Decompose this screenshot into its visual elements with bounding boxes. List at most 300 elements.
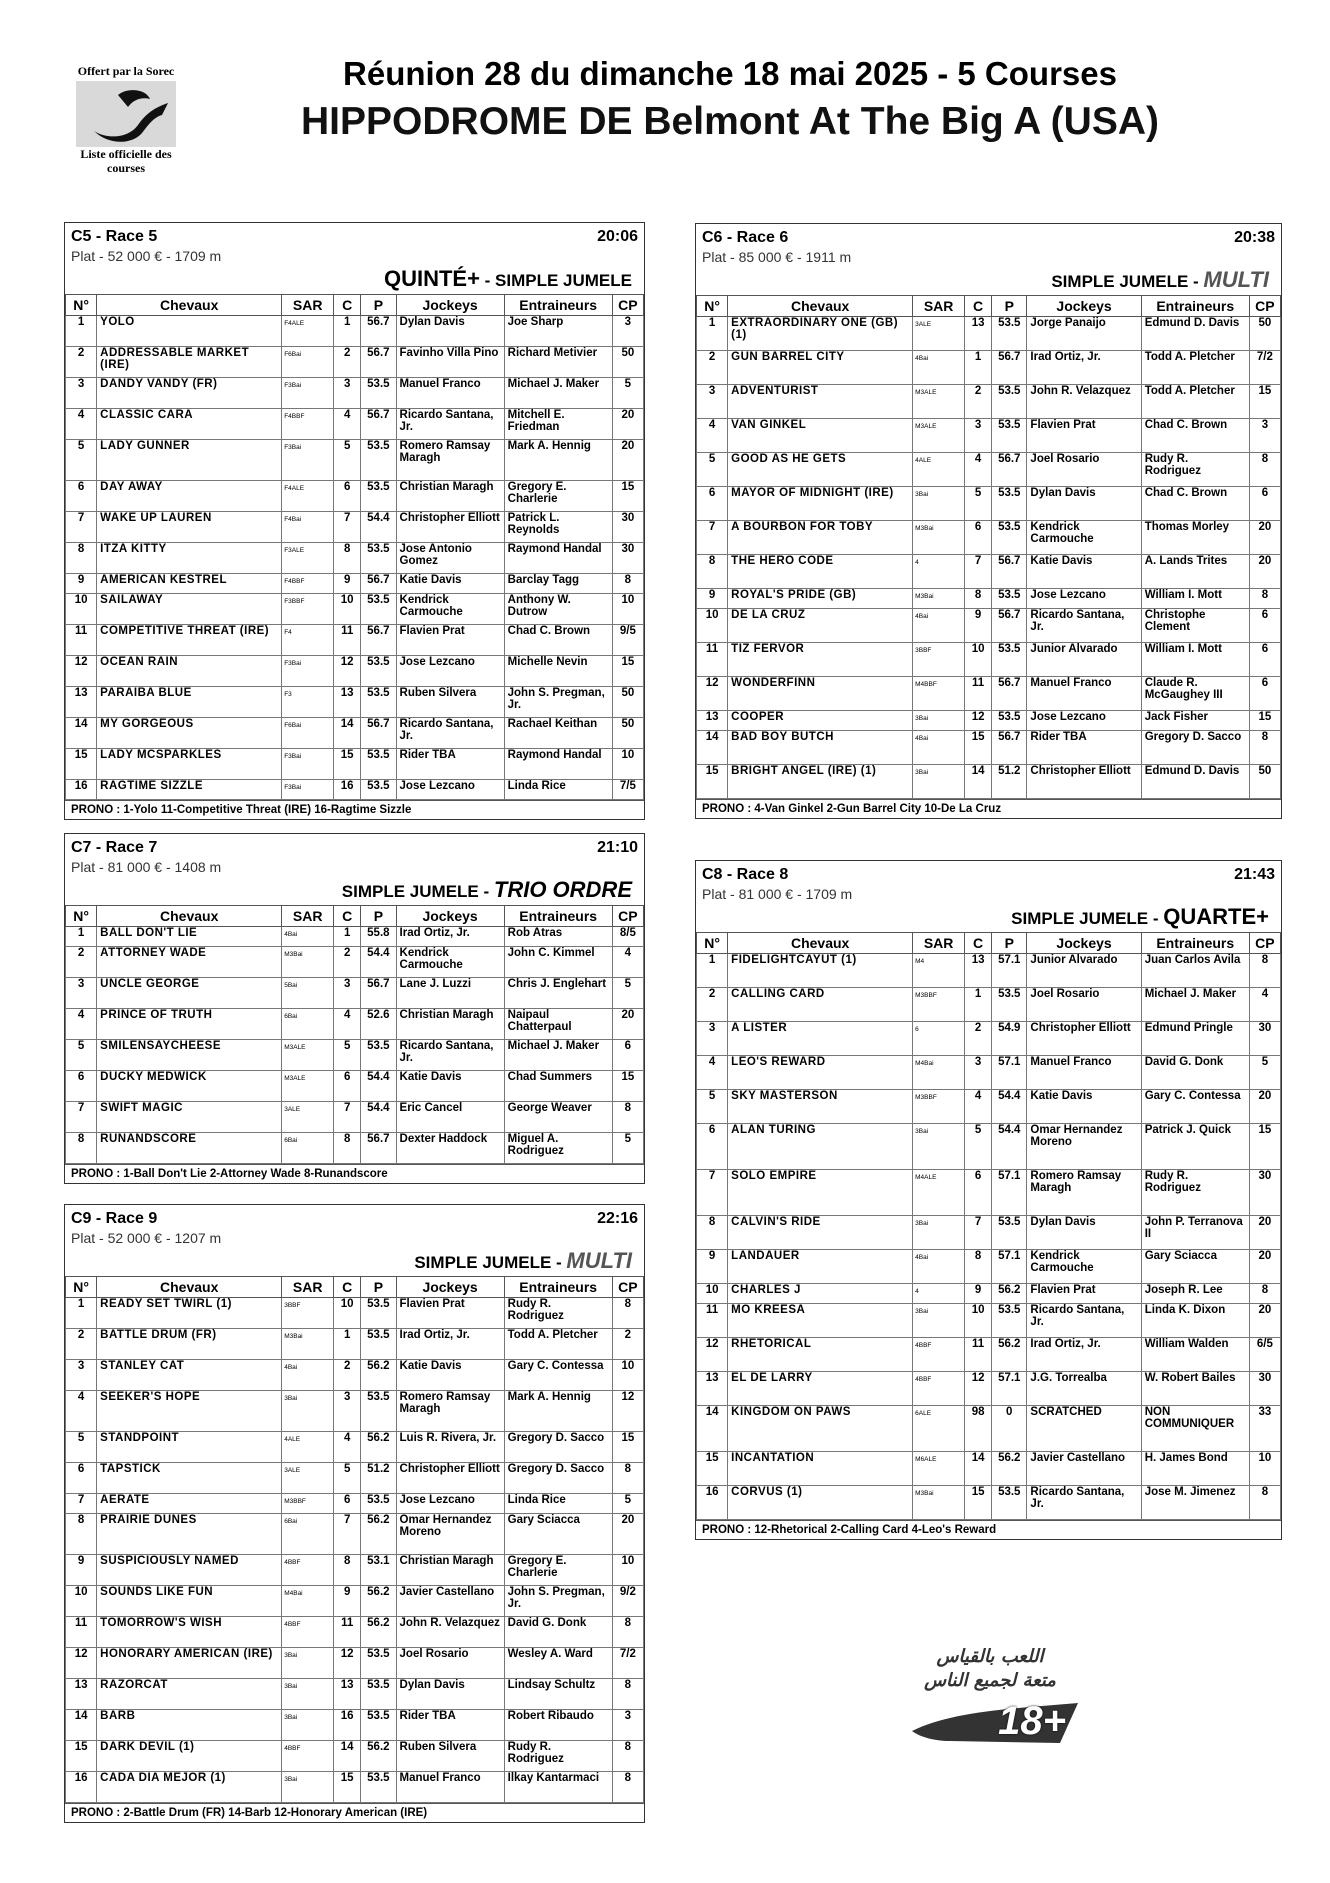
runner-number: 9	[697, 589, 728, 609]
table-row	[697, 385, 1281, 419]
runner-number: 12	[66, 656, 97, 687]
horse-sar: F4BBF	[282, 574, 334, 594]
age-18-badge	[910, 1697, 1080, 1749]
odds: 8/5	[612, 927, 643, 947]
runner-number: 15	[66, 1741, 97, 1772]
runner-number: 16	[66, 780, 97, 800]
horse-name: ADVENTURIST	[728, 385, 913, 419]
weight: 56.2	[361, 1432, 396, 1463]
table-row	[697, 954, 1281, 988]
odds: 4	[1249, 988, 1280, 1022]
weight: 56.7	[992, 453, 1027, 487]
runner-number: 14	[66, 718, 97, 749]
table-row	[697, 1338, 1281, 1372]
bet-type-secondary: MULTI	[566, 1248, 632, 1273]
table-row	[66, 1555, 644, 1586]
weight: 52.6	[361, 1009, 396, 1040]
weight: 56.2	[361, 1741, 396, 1772]
table-row	[66, 1514, 644, 1555]
table-row	[66, 409, 644, 440]
runner-number: 10	[697, 1284, 728, 1304]
runner-number: 2	[697, 988, 728, 1022]
table-row	[66, 1710, 644, 1741]
trainer: Mark A. Hennig	[504, 1391, 612, 1432]
trainer: Linda Rice	[504, 780, 612, 800]
horse-name: DAY AWAY	[97, 481, 282, 512]
weight: 53.5	[992, 521, 1027, 555]
bet-type-main: SIMPLE JUMELE -	[414, 1253, 567, 1272]
col-draw: C	[965, 933, 992, 954]
table-header	[66, 906, 644, 927]
horse-name: SAILAWAY	[97, 594, 282, 625]
draw: 16	[334, 780, 361, 800]
race-id: C5 - Race 5	[71, 228, 158, 245]
draw: 13	[334, 687, 361, 718]
weight: 56.7	[361, 347, 396, 378]
odds: 9/5	[612, 625, 643, 656]
jockey: John R. Velazquez	[1027, 385, 1141, 419]
weight: 56.2	[992, 1338, 1027, 1372]
table-row	[697, 487, 1281, 521]
weight: 54.4	[361, 512, 396, 543]
table-row	[66, 1679, 644, 1710]
table-row	[66, 718, 644, 749]
runner-number: 3	[66, 978, 97, 1009]
odds: 8	[612, 1463, 643, 1494]
odds: 50	[612, 347, 643, 378]
col-trainer: Entraineurs	[504, 1277, 612, 1298]
table-row	[66, 1102, 644, 1133]
weight: 53.5	[992, 589, 1027, 609]
horse-name: CLASSIC CARA	[97, 409, 282, 440]
horse-sar: F4ALE	[282, 316, 334, 347]
table-row	[697, 1304, 1281, 1338]
odds: 8	[612, 1772, 643, 1803]
draw: 9	[965, 609, 992, 643]
weight: 56.2	[361, 1617, 396, 1648]
trainer: Gregory D. Sacco	[504, 1432, 612, 1463]
sorec-logo	[64, 58, 188, 178]
draw: 8	[334, 543, 361, 574]
draw: 3	[965, 1056, 992, 1090]
horse-name: SOLO EMPIRE	[728, 1170, 913, 1216]
runner-number: 1	[66, 927, 97, 947]
horse-sar: 3Bai	[282, 1679, 334, 1710]
jockey: Javier Castellano	[1027, 1452, 1141, 1486]
col-weight: P	[361, 1277, 396, 1298]
runner-number: 10	[66, 1586, 97, 1617]
jockey: Dylan Davis	[1027, 487, 1141, 521]
draw: 4	[334, 1432, 361, 1463]
horse-name: ADDRESSABLE MARKET (IRE)	[97, 347, 282, 378]
jockey: Javier Castellano	[396, 1586, 504, 1617]
horse-sar: 3Bai	[282, 1648, 334, 1679]
race-card-c7	[64, 833, 645, 1184]
horse-sar: 4	[913, 555, 965, 589]
jockey: John R. Velazquez	[396, 1617, 504, 1648]
horse-name: INCANTATION	[728, 1452, 913, 1486]
table-row	[66, 440, 644, 481]
meeting-title: Réunion 28 du dimanche 18 mai 2025 - 5 Courses	[343, 55, 1117, 92]
horse-name: ATTORNEY WADE	[97, 947, 282, 978]
trainer: William I. Mott	[1141, 589, 1249, 609]
col-trainer: Entraineurs	[1141, 296, 1249, 317]
table-row	[66, 512, 644, 543]
draw: 4	[334, 1009, 361, 1040]
horse-name: FIDELIGHTCAYUT (1)	[728, 954, 913, 988]
jockey: Christopher Elliott	[1027, 1022, 1141, 1056]
runner-number: 6	[66, 1463, 97, 1494]
weight: 56.7	[992, 609, 1027, 643]
trainer: Gregory E. Charlerie	[504, 481, 612, 512]
weight: 56.7	[361, 316, 396, 347]
jockey: Manuel Franco	[1027, 1056, 1141, 1090]
trainer: Chris J. Englehart	[504, 978, 612, 1009]
trainer: Barclay Tagg	[504, 574, 612, 594]
odds: 6	[1249, 677, 1280, 711]
horse-name: RAGTIME SIZZLE	[97, 780, 282, 800]
runner-number: 14	[697, 1406, 728, 1452]
odds: 4	[612, 947, 643, 978]
horse-name: COMPETITIVE THREAT (IRE)	[97, 625, 282, 656]
weight: 53.5	[361, 749, 396, 780]
horse-name: ROYAL'S PRIDE (GB)	[728, 589, 913, 609]
table-row	[66, 1648, 644, 1679]
horse-name: ALAN TURING	[728, 1124, 913, 1170]
horse-name: LADY MCSPARKLES	[97, 749, 282, 780]
horse-name: RHETORICAL	[728, 1338, 913, 1372]
runner-number: 6	[66, 481, 97, 512]
race-card-c6	[695, 223, 1282, 819]
race-id: C8 - Race 8	[702, 866, 789, 883]
draw: 7	[965, 555, 992, 589]
horse-name: MY GORGEOUS	[97, 718, 282, 749]
horse-sar: 3Bai	[913, 1304, 965, 1338]
jockey: Eric Cancel	[396, 1102, 504, 1133]
draw: 14	[334, 718, 361, 749]
draw: 3	[334, 1391, 361, 1432]
runner-number: 5	[697, 453, 728, 487]
draw: 6	[965, 1170, 992, 1216]
bet-type-main: QUINTÉ+	[383, 266, 480, 291]
runner-number: 8	[66, 1514, 97, 1555]
draw: 6	[334, 1071, 361, 1102]
runner-number: 7	[697, 1170, 728, 1216]
jockey: Kendrick Carmouche	[396, 947, 504, 978]
weight: 53.5	[992, 419, 1027, 453]
runner-number: 8	[697, 1216, 728, 1250]
horse-sar: F3Bai	[282, 749, 334, 780]
trainer: John S. Pregman, Jr.	[504, 687, 612, 718]
runner-number: 16	[66, 1772, 97, 1803]
jockey: Ricardo Santana, Jr.	[396, 409, 504, 440]
runner-number: 13	[697, 1372, 728, 1406]
trainer: Jose M. Jimenez	[1141, 1486, 1249, 1520]
horse-name: CORVUS (1)	[728, 1486, 913, 1520]
odds: 3	[612, 1710, 643, 1741]
table-row	[66, 1009, 644, 1040]
weight: 53.5	[992, 711, 1027, 731]
weight: 53.5	[361, 1298, 396, 1329]
weight: 56.7	[992, 731, 1027, 765]
jockey: Flavien Prat	[396, 625, 504, 656]
jockey: Flavien Prat	[396, 1298, 504, 1329]
runner-number: 8	[66, 1133, 97, 1164]
draw: 1	[334, 1329, 361, 1360]
table-row	[697, 1406, 1281, 1452]
table-row	[66, 1432, 644, 1463]
table-header	[66, 295, 644, 316]
jockey: Romero Ramsay Maragh	[396, 1391, 504, 1432]
odds: 10	[612, 749, 643, 780]
horse-sar: M3Bai	[913, 521, 965, 555]
weight: 56.7	[361, 409, 396, 440]
jockey: Manuel Franco	[396, 378, 504, 409]
table-header	[697, 933, 1281, 954]
bet-type-secondary: MULTI	[1203, 267, 1269, 292]
runner-number: 2	[66, 347, 97, 378]
weight: 53.5	[361, 780, 396, 800]
table-header	[697, 296, 1281, 317]
horse-sar: 4ALE	[913, 453, 965, 487]
col-draw: C	[334, 295, 361, 316]
logo-bottom-text: Liste officielle des courses	[80, 147, 172, 175]
trainer: Joe Sharp	[504, 316, 612, 347]
weight: 56.7	[361, 574, 396, 594]
table-row	[697, 1022, 1281, 1056]
runner-number: 6	[697, 487, 728, 521]
table-row	[66, 543, 644, 574]
weight: 54.9	[992, 1022, 1027, 1056]
table-row	[66, 1071, 644, 1102]
draw: 14	[965, 1452, 992, 1486]
odds: 15	[612, 656, 643, 687]
table-row	[66, 1360, 644, 1391]
col-horse: Chevaux	[97, 295, 282, 316]
trainer: Gregory D. Sacco	[1141, 731, 1249, 765]
odds: 20	[1249, 555, 1280, 589]
jockey: Katie Davis	[396, 1360, 504, 1391]
jockey: Romero Ramsay Maragh	[1027, 1170, 1141, 1216]
horse-sar: 4	[913, 1284, 965, 1304]
horse-name: CALVIN'S RIDE	[728, 1216, 913, 1250]
horse-sar: M3Bai	[282, 947, 334, 978]
odds: 5	[612, 1133, 643, 1164]
jockey: Manuel Franco	[396, 1772, 504, 1803]
jockey: Jose Lezcano	[1027, 589, 1141, 609]
runner-number: 12	[697, 1338, 728, 1372]
jockey: Irad Ortiz, Jr.	[396, 1329, 504, 1360]
draw: 12	[334, 656, 361, 687]
table-row	[697, 521, 1281, 555]
runner-number: 6	[697, 1124, 728, 1170]
jockey: Katie Davis	[396, 1071, 504, 1102]
horse-sar: M3ALE	[282, 1040, 334, 1071]
prono: PRONO : 12-Rhetorical 2-Calling Card 4-Leo's Reward	[696, 1520, 1281, 1539]
runner-number: 13	[66, 1679, 97, 1710]
trainer: Rudy R. Rodriguez	[504, 1741, 612, 1772]
trainer: Mitchell E. Friedman	[504, 409, 612, 440]
table-row	[66, 780, 644, 800]
horse-sar: M4Bai	[913, 1056, 965, 1090]
responsible-gaming-logo	[880, 1645, 1100, 1755]
col-number: N°	[66, 295, 97, 316]
draw: 11	[334, 1617, 361, 1648]
runner-number: 1	[697, 954, 728, 988]
horse-sar: 4BBF	[913, 1372, 965, 1406]
odds: 50	[612, 718, 643, 749]
table-row	[66, 1391, 644, 1432]
trainer: Rudy R. Rodriguez	[1141, 453, 1249, 487]
table-row	[66, 1040, 644, 1071]
odds: 8	[612, 574, 643, 594]
horse-sar: 4BBF	[282, 1555, 334, 1586]
weight: 57.1	[992, 1372, 1027, 1406]
table-row	[697, 589, 1281, 609]
weight: 53.5	[361, 1648, 396, 1679]
trainer: Gregory E. Charlerie	[504, 1555, 612, 1586]
table-row	[66, 1329, 644, 1360]
table-row	[66, 1494, 644, 1514]
table-row	[697, 988, 1281, 1022]
draw: 1	[965, 351, 992, 385]
jockey: Ricardo Santana, Jr.	[396, 718, 504, 749]
horse-sar: M4Bai	[282, 1586, 334, 1617]
trainer: Juan Carlos Avila	[1141, 954, 1249, 988]
weight: 53.5	[361, 378, 396, 409]
odds: 5	[612, 378, 643, 409]
draw: 3	[334, 978, 361, 1009]
runner-number: 12	[697, 677, 728, 711]
odds: 50	[1249, 765, 1280, 799]
trainer: Chad C. Brown	[1141, 419, 1249, 453]
responsible-gaming-slogan-2: متعة لجميع الناس	[924, 1670, 1056, 1691]
horse-name: READY SET TWIRL (1)	[97, 1298, 282, 1329]
col-sar: SAR	[282, 295, 334, 316]
horse-name: LADY GUNNER	[97, 440, 282, 481]
horse-sar: 3Bai	[913, 1124, 965, 1170]
weight: 56.7	[361, 718, 396, 749]
horse-name: DE LA CRUZ	[728, 609, 913, 643]
draw: 1	[334, 316, 361, 347]
odds: 50	[1249, 317, 1280, 351]
table-row	[66, 687, 644, 718]
runner-number: 15	[697, 765, 728, 799]
race-info: Plat - 85 000 € - 1911 m	[702, 249, 852, 265]
weight: 57.1	[992, 954, 1027, 988]
horse-name: LANDAUER	[728, 1250, 913, 1284]
draw: 2	[334, 947, 361, 978]
table-row	[697, 1090, 1281, 1124]
trainer: Edmund Pringle	[1141, 1022, 1249, 1056]
odds: 3	[1249, 419, 1280, 453]
odds: 30	[1249, 1022, 1280, 1056]
horse-name: PARAIBA BLUE	[97, 687, 282, 718]
draw: 2	[334, 347, 361, 378]
race-time: 20:38	[1234, 229, 1275, 246]
trainer: David G. Donk	[1141, 1056, 1249, 1090]
horse-name: AMERICAN KESTREL	[97, 574, 282, 594]
runner-number: 4	[66, 1009, 97, 1040]
horse-name: BARB	[97, 1710, 282, 1741]
horse-name: STANLEY CAT	[97, 1360, 282, 1391]
col-weight: P	[361, 295, 396, 316]
trainer: Lindsay Schultz	[504, 1679, 612, 1710]
odds: 8	[612, 1679, 643, 1710]
trainer: Robert Ribaudo	[504, 1710, 612, 1741]
odds: 12	[612, 1391, 643, 1432]
trainer: Richard Metivier	[504, 347, 612, 378]
draw: 15	[334, 1772, 361, 1803]
jockey: Christian Maragh	[396, 481, 504, 512]
col-odds: CP	[1249, 296, 1280, 317]
race-info: Plat - 81 000 € - 1709 m	[702, 886, 853, 902]
runner-number: 15	[66, 749, 97, 780]
runner-number: 9	[697, 1250, 728, 1284]
col-horse: Chevaux	[97, 906, 282, 927]
odds: 6	[1249, 487, 1280, 521]
horse-sar: M3ALE	[913, 385, 965, 419]
horse-sar: M3ALE	[913, 419, 965, 453]
col-number: N°	[66, 906, 97, 927]
col-sar: SAR	[282, 906, 334, 927]
trainer: Miguel A. Rodriguez	[504, 1133, 612, 1164]
draw: 3	[334, 378, 361, 409]
trainer: Gary C. Contessa	[1141, 1090, 1249, 1124]
draw: 11	[965, 677, 992, 711]
jockey: Katie Davis	[1027, 555, 1141, 589]
jockey: Christian Maragh	[396, 1555, 504, 1586]
draw: 6	[965, 521, 992, 555]
race-info: Plat - 81 000 € - 1408 m	[71, 859, 222, 875]
odds: 6	[1249, 643, 1280, 677]
table-row	[697, 609, 1281, 643]
horse-sar: 4Bai	[282, 927, 334, 947]
jockey: Jose Lezcano	[1027, 711, 1141, 731]
table-row	[697, 643, 1281, 677]
race-header	[696, 224, 1281, 295]
odds: 7/5	[612, 780, 643, 800]
odds: 10	[612, 1360, 643, 1391]
trainer: William Walden	[1141, 1338, 1249, 1372]
odds: 15	[1249, 1124, 1280, 1170]
race-card-c5	[64, 222, 645, 820]
table-row	[66, 978, 644, 1009]
runner-number: 1	[66, 316, 97, 347]
weight: 53.5	[992, 317, 1027, 351]
weight: 57.1	[992, 1250, 1027, 1284]
table-row	[66, 947, 644, 978]
runner-number: 9	[66, 1555, 97, 1586]
trainer: Joseph R. Lee	[1141, 1284, 1249, 1304]
horse-sar: 6ALE	[913, 1406, 965, 1452]
weight: 53.5	[992, 1304, 1027, 1338]
horse-sar: F3ALE	[282, 543, 334, 574]
runner-number: 4	[66, 1391, 97, 1432]
odds: 15	[1249, 711, 1280, 731]
trainer: Patrick J. Quick	[1141, 1124, 1249, 1170]
draw: 7	[334, 1102, 361, 1133]
draw: 8	[965, 1250, 992, 1284]
runner-number: 11	[66, 1617, 97, 1648]
draw: 13	[965, 954, 992, 988]
table-row	[66, 1741, 644, 1772]
horse-sar: 4BBF	[282, 1617, 334, 1648]
runner-number: 6	[66, 1071, 97, 1102]
weight: 56.7	[992, 351, 1027, 385]
trainer: Jack Fisher	[1141, 711, 1249, 731]
draw: 5	[334, 1040, 361, 1071]
